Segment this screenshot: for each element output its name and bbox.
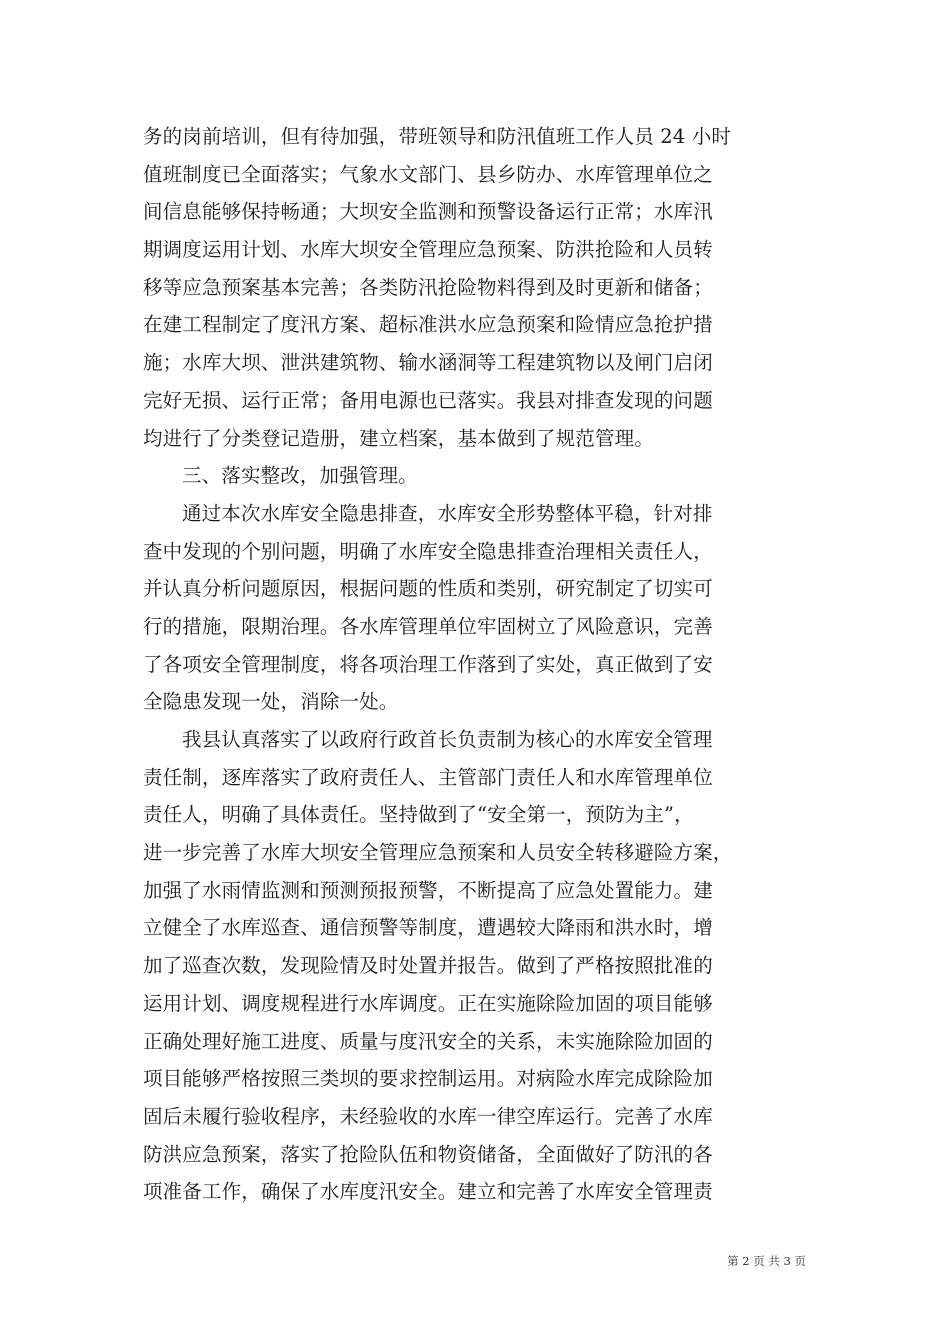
text-line: 并认真分析问题原因，根据问题的性质和类别，研究制定了切实可: [143, 577, 713, 601]
text-line: 进一步完善了水库大坝安全管理应急预案和人员安全转移避险方案，: [143, 841, 733, 865]
text-line: 正确处理好施工进度、质量与度汛安全的关系，未实施除险加固的: [143, 1029, 713, 1053]
text-line: 加强了水雨情监测和预测预报预警，不断提高了应急处置能力。建: [143, 878, 713, 902]
text-line: 责任制，逐库落实了政府责任人、主管部门责任人和水库管理单位: [143, 765, 713, 789]
text-line: 加了巡查次数，发现险情及时处置并报告。做到了严格按照批准的: [143, 954, 713, 978]
text-line: 项准备工作，确保了水库度汛安全。建立和完善了水库安全管理责: [143, 1180, 713, 1204]
paragraph-start-line: 我县认真落实了以政府行政首长负责制为核心的水库安全管理: [182, 728, 713, 751]
text-line: 行的措施，限期治理。各水库管理单位牢固树立了风险意识，完善: [143, 614, 713, 638]
text-line: 值班制度已全面落实；气象水文部门、县乡防办、水库管理单位之: [143, 162, 713, 186]
text-line: 均进行了分类登记造册，建立档案，基本做到了规范管理。: [143, 426, 654, 450]
text-line: 了各项安全管理制度，将各项治理工作落到了实处，真正做到了安: [143, 652, 713, 676]
text-line: 固后未履行验收程序，未经验收的水库一律空库运行。完善了水库: [143, 1104, 713, 1128]
text-line: 完好无损、运行正常；备用电源也已落实。我县对排查发现的问题: [143, 388, 713, 412]
text-line: 在建工程制定了度汛方案、超标准洪水应急预案和险情应急抢护措: [143, 313, 713, 337]
text-line: 务的岗前培训，但有待加强，带班领导和防汛值班工作人员 24 小时: [143, 125, 732, 148]
text-line: 查中发现的个别问题，明确了水库安全隐患排查治理相关责任人，: [143, 539, 713, 563]
text-line: 施；水库大坝、泄洪建筑物、输水涵洞等工程建筑物以及闸门启闭: [143, 351, 713, 375]
page-number-footer: 第 2 页 共 3 页: [727, 1254, 806, 1268]
text-line: 移等应急预案基本完善；各类防汛抢险物料得到及时更新和储备；: [143, 275, 713, 299]
text-line: 项目能够严格按照三类坝的要求控制运用。对病险水库完成除险加: [143, 1067, 713, 1091]
text-line: 间信息能够保持畅通；大坝安全监测和预警设备运行正常；水库汛: [143, 200, 713, 224]
text-line: 责任人，明确了具体责任。坚持做到了“安全第一，预防为主”，: [143, 803, 694, 827]
section-heading: 三、落实整改，加强管理。: [182, 464, 418, 488]
document-body: [143, 118, 805, 1211]
paragraph-start-line: 通过本次水库安全隐患排查，水库安全形势整体平稳，针对排: [182, 501, 713, 525]
text-line: 防洪应急预案，落实了抢险队伍和物资储备，全面做好了防汛的各: [143, 1142, 713, 1166]
text-line: 全隐患发现一处，消除一处。: [143, 690, 399, 714]
text-line: 立健全了水库巡查、通信预警等制度，遭遇较大降雨和洪水时，增: [143, 916, 713, 940]
text-line: 期调度运用计划、水库大坝安全管理应急预案、防洪抢险和人员转: [143, 238, 713, 262]
text-line: 运用计划、调度规程进行水库调度。正在实施除险加固的项目能够: [143, 991, 713, 1015]
